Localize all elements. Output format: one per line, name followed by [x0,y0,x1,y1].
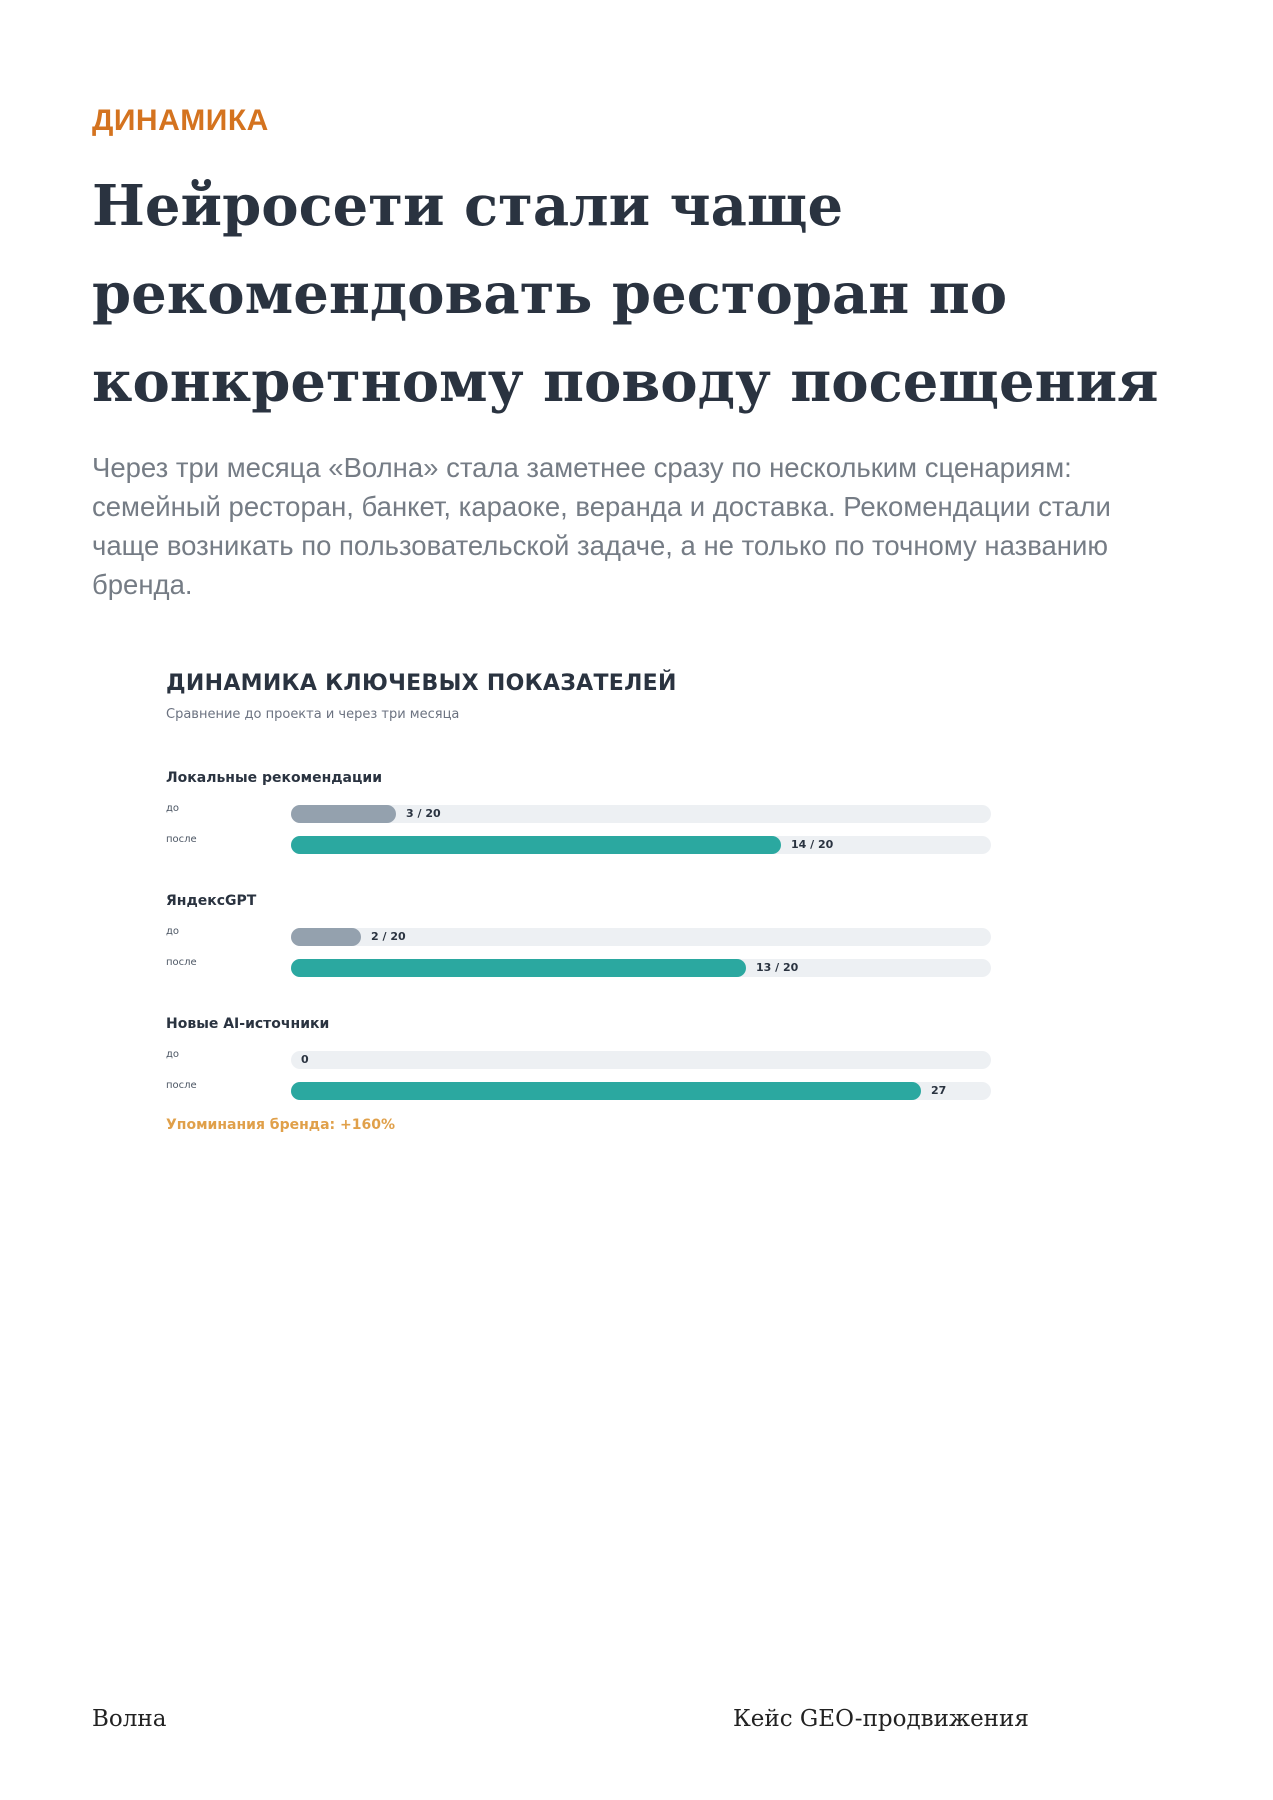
bar-track [291,959,991,977]
group-title-yandexgpt: ЯндексGPT [166,893,257,909]
lead-paragraph: Через три месяца «Волна» стала заметнее сразу по нескольким сценариям: семейный ресторан, банкет, караоке, веранда и доставка. Рекомендации стали чаще возникать по пользовательской задаче, а не только по точному названию бренда. [92,452,1111,600]
bar-yandexgpt-after [291,959,746,977]
row-label-after: после [166,1080,197,1091]
footer-doc-title: Кейс GEO-продвижения [733,1706,1029,1732]
bar-track [291,805,991,823]
row-label-before: до [166,803,180,814]
value-label-yandexgpt-after: 13 / 20 [756,961,799,974]
bar-track [291,1051,991,1069]
value-label-yandexgpt-before: 2 / 20 [371,930,406,943]
value-label-new-ai-sources-after: 27 [931,1084,947,1097]
group-title-new-ai-sources: Новые AI-источники [166,1016,330,1032]
bar-track [291,836,991,854]
section-kicker: ДИНАМИКА [92,104,269,137]
footer-brand: Волна [92,1706,167,1732]
bar-new-ai-sources-after [291,1082,921,1100]
brand-mentions-note: Упоминания бренда: +160% [166,1117,395,1133]
bar-local-recommendations-after [291,836,781,854]
value-label-local-recommendations-before: 3 / 20 [406,807,441,820]
metrics-chart [166,660,1006,1160]
bar-track [291,1082,991,1100]
row-label-after: после [166,834,197,845]
row-label-before: до [166,926,180,937]
bar-local-recommendations-before [291,805,396,823]
page-headline: Нейросети стали чаще рекомендовать ресторан по конкретному поводу посещения [92,173,1159,415]
row-label-before: до [166,1049,180,1060]
chart-subtitle: Сравнение до проекта и через три месяца [166,707,460,722]
row-label-after: после [166,957,197,968]
chart-title: ДИНАМИКА КЛЮЧЕВЫХ ПОКАЗАТЕЛЕЙ [166,671,677,696]
group-title-local-recommendations: Локальные рекомендации [166,770,383,786]
bar-track [291,928,991,946]
value-label-new-ai-sources-before: 0 [301,1053,309,1066]
value-label-local-recommendations-after: 14 / 20 [791,838,834,851]
bar-yandexgpt-before [291,928,361,946]
